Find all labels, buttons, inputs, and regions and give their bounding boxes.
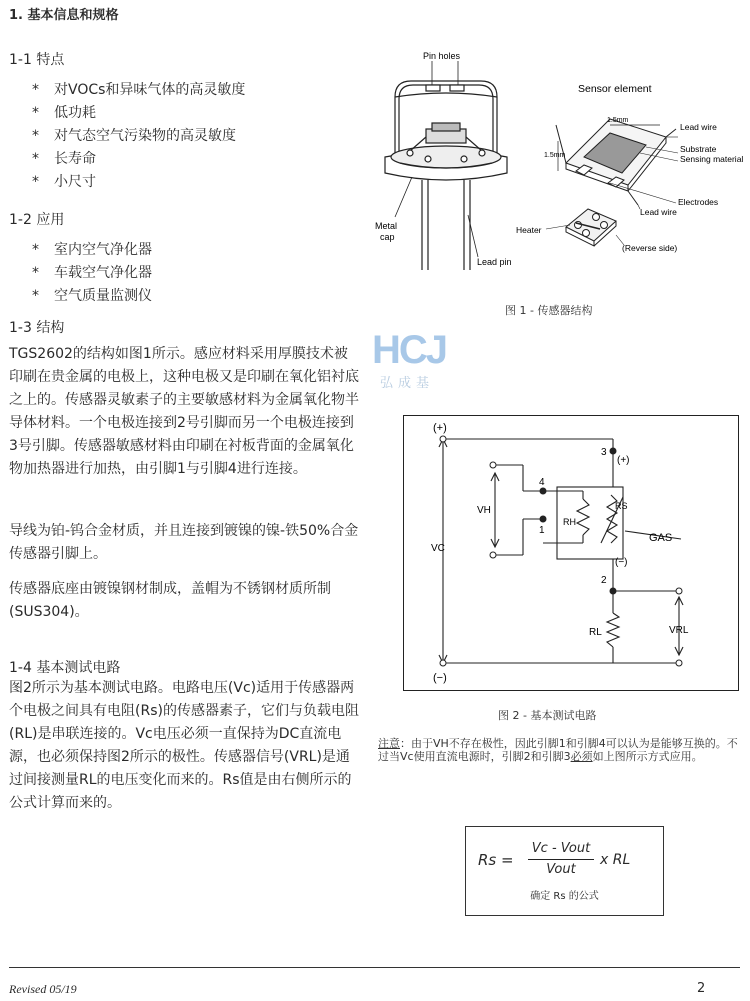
label-pin-2-polarity: (−) — [615, 557, 628, 568]
section-title: 1. 基本信息和规格 — [9, 8, 119, 23]
label-metal-cap: Metal — [375, 221, 398, 231]
label-gas: GAS — [649, 532, 673, 544]
label-pin-holes: Pin holes — [423, 51, 461, 61]
heading-structure: 1-3 结构 — [9, 320, 65, 336]
label-electrodes: Electrodes — [678, 197, 719, 207]
list-item: * 长寿命 — [32, 151, 96, 167]
formula-times: x RL — [600, 852, 631, 868]
formula-denominator: Vout — [546, 862, 576, 877]
structure-paragraph-1: TGS2602的结构如图1所示。感应材料采用厚膜技术被印刷在贵金属的电极上，这种电极又是印刷在氧化铝衬底之上的。传感器灵敏素子的主要敏感材料为金属氧化物半导体材料。一个电极连接到2号引脚而另一个电极连接到3号引脚。传感器敏感材料由印刷在衬板背面的金属氧化物加热器进行加热，由引脚1与引脚4进行连接。 — [9, 346, 359, 477]
label-sensor-element: Sensor element — [578, 83, 652, 95]
label-lead-wire-bottom: Lead wire — [640, 207, 677, 217]
note-emphasis: 必须 — [570, 750, 593, 763]
label-minus-bottom: (−) — [433, 672, 447, 684]
label-lead-pin: Lead pin — [477, 257, 512, 267]
list-item: * 小尺寸 — [32, 174, 96, 190]
label-dim-side: 1.5mm — [544, 152, 566, 159]
label-heater: Heater — [516, 225, 542, 235]
label-vc: VC — [431, 543, 445, 554]
formula-lhs: Rs = — [478, 851, 514, 869]
bullet-mark: * — [32, 288, 39, 304]
label-rs: RS — [615, 501, 628, 511]
logo-letters: HCJ — [372, 328, 447, 372]
list-item: * 对VOCs和异味气体的高灵敏度 — [32, 82, 246, 98]
test-circuit-paragraph: 图2所示为基本测试电路。电路电压(Vc)适用于传感器两个电极之间具有电阻(Rs)的传感器素子，它们与负载电阻(RL)是串联连接的。Vc电压必须一直保持为DC直流电源，也必须保持图2所示的极性。传感器信号(VRL)是通过间接测量RL的电压变化而来的。Rs值是由右侧所示的公式计算而来的。 — [9, 680, 359, 811]
bullet-mark: * — [32, 82, 39, 98]
figure-1-caption: 图 1 - 传感器结构 — [505, 304, 593, 317]
list-item: * 室内空气净化器 — [32, 242, 152, 258]
label-reverse-side: (Reverse side) — [622, 243, 678, 253]
footer-divider — [9, 967, 740, 968]
logo-subtitle: 弘成基 — [380, 376, 435, 391]
label-vrl: VRL — [669, 625, 689, 636]
label-lead-wire-top: Lead wire — [680, 122, 717, 132]
list-item: * 车载空气净化器 — [32, 265, 152, 281]
sensor-structure-figure — [370, 45, 750, 275]
formula-caption: 确定 Rs 的公式 — [530, 891, 599, 902]
revision-label: Revised 05/19 — [9, 982, 77, 996]
list-item: * 低功耗 — [32, 105, 96, 121]
figure-2-caption: 图 2 - 基本测试电路 — [498, 709, 597, 722]
list-item: * 空气质量监测仪 — [32, 288, 152, 304]
label-rl: RL — [589, 627, 602, 638]
label-pin-3-polarity: (+) — [617, 455, 630, 466]
bullet-mark: * — [32, 105, 39, 121]
structure-paragraph-3: 传感器底座由镀镍钢材制成，盖帽为不锈钢材质所制(SUS304)。 — [9, 581, 331, 620]
formula-box — [465, 826, 664, 916]
label-plus-top: (+) — [433, 422, 447, 434]
heading-test-circuit: 1-4 基本测试电路 — [9, 660, 121, 676]
structure-paragraph-2: 导线为铂-钨合金材质，并且连接到镀镍的镍-铁50%合金传感器引脚上。 — [9, 523, 359, 562]
note-text: 注意：由于VH不存在极性，因此引脚1和引脚4可以认为是能够互换的。不过当Vc使用直流电源时，引脚2和引脚3必须如上图所示方式应用。 — [378, 737, 738, 763]
bullet-mark: * — [32, 128, 39, 144]
label-sensing-material: Sensing material — [680, 154, 744, 164]
formula-numerator: Vc - Vout — [531, 841, 591, 856]
bullet-mark: * — [32, 242, 39, 258]
bullet-mark: * — [32, 151, 39, 167]
label-substrate: Substrate — [680, 144, 717, 154]
list-item: * 对气态空气污染物的高灵敏度 — [32, 128, 236, 144]
formula-fraction-bar — [528, 859, 594, 860]
heading-applications: 1-2 应用 — [9, 212, 65, 228]
label-pin-4: 4 — [539, 477, 545, 488]
label-dim-top: 1.5mm — [607, 117, 629, 124]
label-pin-1: 1 — [539, 525, 545, 536]
label-rh: RH — [563, 517, 576, 527]
heading-features: 1-1 特点 — [9, 52, 65, 68]
test-circuit-figure — [403, 415, 740, 693]
hcj-logo — [372, 328, 464, 406]
label-metal-cap-line2: cap — [380, 232, 395, 242]
label-pin-2: 2 — [601, 575, 607, 586]
bullet-mark: * — [32, 265, 39, 281]
bullet-mark: * — [32, 174, 39, 190]
label-vh: VH — [477, 505, 491, 516]
page-number: 2 — [697, 981, 706, 996]
note-label: 注意 — [378, 737, 400, 750]
label-pin-3: 3 — [601, 447, 607, 458]
